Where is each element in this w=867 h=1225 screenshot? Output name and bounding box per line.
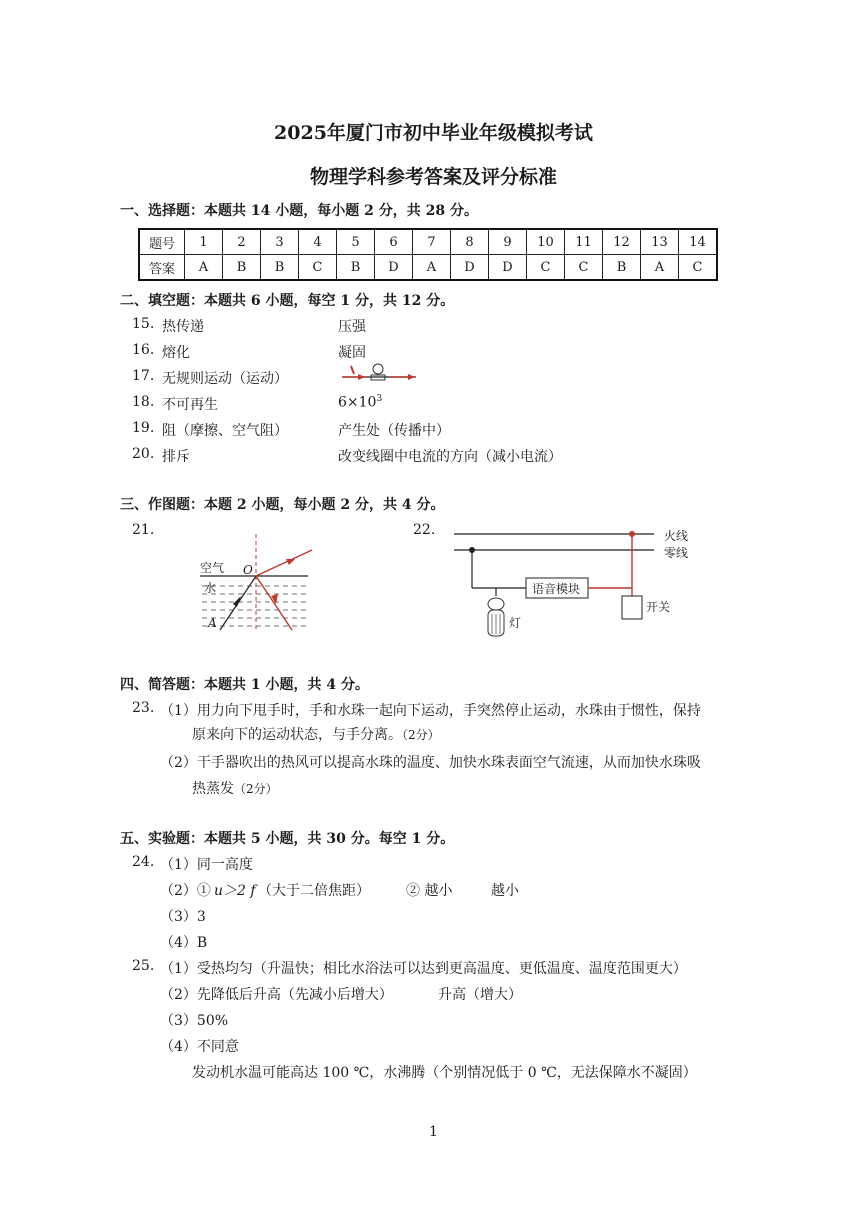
answer-line: （2）干手器吹出的热风可以提高水珠的温度、加快水珠表面空气流速，从而加快水珠吸	[160, 755, 701, 771]
page-title: 2025年厦门市初中毕业年级模拟考试	[274, 122, 593, 144]
section-3-heading: 三、作图题：本题 2 小题，每小题 2 分，共 4 分。	[120, 497, 445, 513]
answer-b: 凝固	[338, 345, 366, 361]
table-cell: C	[565, 255, 603, 281]
label-water: 水	[204, 581, 217, 595]
table-cell: C	[299, 255, 337, 281]
section-5-heading: 五、实验题：本题共 5 小题，共 30 分。每空 1 分。	[120, 831, 455, 847]
label-a: A	[208, 616, 217, 630]
label-neutral-wire: 零线	[664, 546, 689, 560]
item-number: 19.	[132, 420, 155, 436]
answer-line: （1）用力向下甩手时，手和水珠一起向下运动，手突然停止运动，水珠由于惯性，保持	[160, 703, 701, 719]
table-cell: C	[527, 255, 565, 281]
table-cell: 12	[603, 229, 641, 255]
answer-line	[192, 778, 278, 798]
score-note: （2分）	[402, 728, 440, 742]
table-cell: C	[679, 255, 718, 281]
table-cell: B	[337, 255, 375, 281]
label-air: 空气	[200, 561, 225, 575]
table-cell: A	[413, 255, 451, 281]
label-o: O	[243, 563, 253, 577]
answer-line: （4）B	[160, 935, 208, 951]
table-cell: 5	[337, 229, 375, 255]
answer-line: （2）先降低后升高（先减小后增大）	[160, 987, 393, 1003]
row-label: 答案	[139, 255, 185, 281]
answer-b: 产生处（传播中）	[338, 423, 450, 439]
item-number: 18.	[132, 394, 155, 410]
item-number: 24.	[132, 854, 155, 870]
answer-b-wrap	[338, 394, 382, 411]
answer-a: 熔化	[162, 345, 190, 361]
answer-line: 发动机水温可能高达 100 ℃，水沸腾（个别情况低于 0 ℃，无法保障水不凝固）	[192, 1065, 697, 1081]
table-cell: A	[185, 255, 223, 281]
answer-b: 6×10	[338, 394, 377, 411]
answer-line: ② 越小	[406, 883, 453, 899]
answer-text: 热蒸发	[192, 781, 234, 797]
table-cell: 3	[261, 229, 299, 255]
answer-line: 升高（增大）	[438, 987, 522, 1003]
answer-b: 压强	[338, 319, 366, 335]
table-cell: B	[261, 255, 299, 281]
table-cell: B	[223, 255, 261, 281]
table-cell: 8	[451, 229, 489, 255]
answer-b: 改变线圈中电流的方向（减小电流）	[338, 449, 562, 465]
answer-line: （4）不同意	[160, 1039, 239, 1055]
label-voice-module: 语音模块	[532, 582, 581, 596]
answer-line	[192, 724, 440, 744]
label-lamp: 灯	[509, 616, 522, 630]
table-cell: 11	[565, 229, 603, 255]
table-cell: 6	[375, 229, 413, 255]
answer-a: 不可再生	[162, 397, 218, 413]
table-cell: 10	[527, 229, 565, 255]
table-cell: 4	[299, 229, 337, 255]
label-live-wire: 火线	[664, 529, 689, 543]
answer-line: （3）50%	[160, 1013, 229, 1029]
item-number: 17.	[132, 368, 155, 384]
item-number: 21.	[132, 522, 155, 538]
answer-line: （1）受热均匀（升温快；相比水浴法可以达到更高温度、更低温度、温度范围更大）	[160, 961, 687, 977]
answer-line: （大于二倍焦距）	[258, 883, 370, 899]
answer-a: 热传递	[162, 319, 204, 335]
item-number: 16.	[132, 342, 155, 358]
answer-line: （3）3	[160, 909, 206, 925]
table-cell: A	[641, 255, 679, 281]
table-cell: 1	[185, 229, 223, 255]
table-cell: 14	[679, 229, 718, 255]
item-number: 23.	[132, 700, 155, 716]
answer-a: 排斥	[162, 449, 190, 465]
table-cell: 13	[641, 229, 679, 255]
table-cell: D	[489, 255, 527, 281]
answer-text: 原来向下的运动状态，与手分离。	[192, 727, 402, 743]
table-cell: 2	[223, 229, 261, 255]
answer-a: 阻（摩擦、空气阻）	[162, 423, 288, 439]
answer-line: （2）①	[160, 883, 211, 899]
answer-a: 无规则运动（运动）	[162, 371, 288, 387]
answer-line: 越小	[491, 883, 519, 899]
item-number: 22.	[413, 522, 436, 538]
table-row	[139, 229, 717, 255]
table-cell: 7	[413, 229, 451, 255]
label-switch: 开关	[646, 600, 671, 614]
item-number: 15.	[132, 316, 155, 332]
table-cell: B	[603, 255, 641, 281]
row-label: 题号	[139, 229, 185, 255]
table-cell: D	[375, 255, 413, 281]
answer-formula: u＞2 f	[214, 883, 256, 899]
exponent: 3	[376, 394, 383, 404]
circuit-sketch-17	[338, 360, 420, 388]
section-4-heading: 四、简答题：本题共 1 小题，共 4 分。	[120, 677, 369, 693]
table-cell: D	[451, 255, 489, 281]
page-number: 1	[429, 1124, 438, 1140]
item-number: 25.	[132, 958, 155, 974]
section-2-heading: 二、填空题：本题共 6 小题，每空 1 分，共 12 分。	[120, 293, 455, 309]
item-number: 20.	[132, 446, 155, 462]
page-subtitle: 物理学科参考答案及评分标准	[309, 166, 557, 188]
answer-line: （1）同一高度	[160, 857, 253, 873]
answer-table	[138, 228, 718, 281]
table-cell: 9	[489, 229, 527, 255]
section-1-heading: 一、选择题：本题共 14 小题，每小题 2 分，共 28 分。	[120, 203, 478, 219]
table-row	[139, 255, 717, 281]
score-note: （2分）	[234, 782, 278, 796]
